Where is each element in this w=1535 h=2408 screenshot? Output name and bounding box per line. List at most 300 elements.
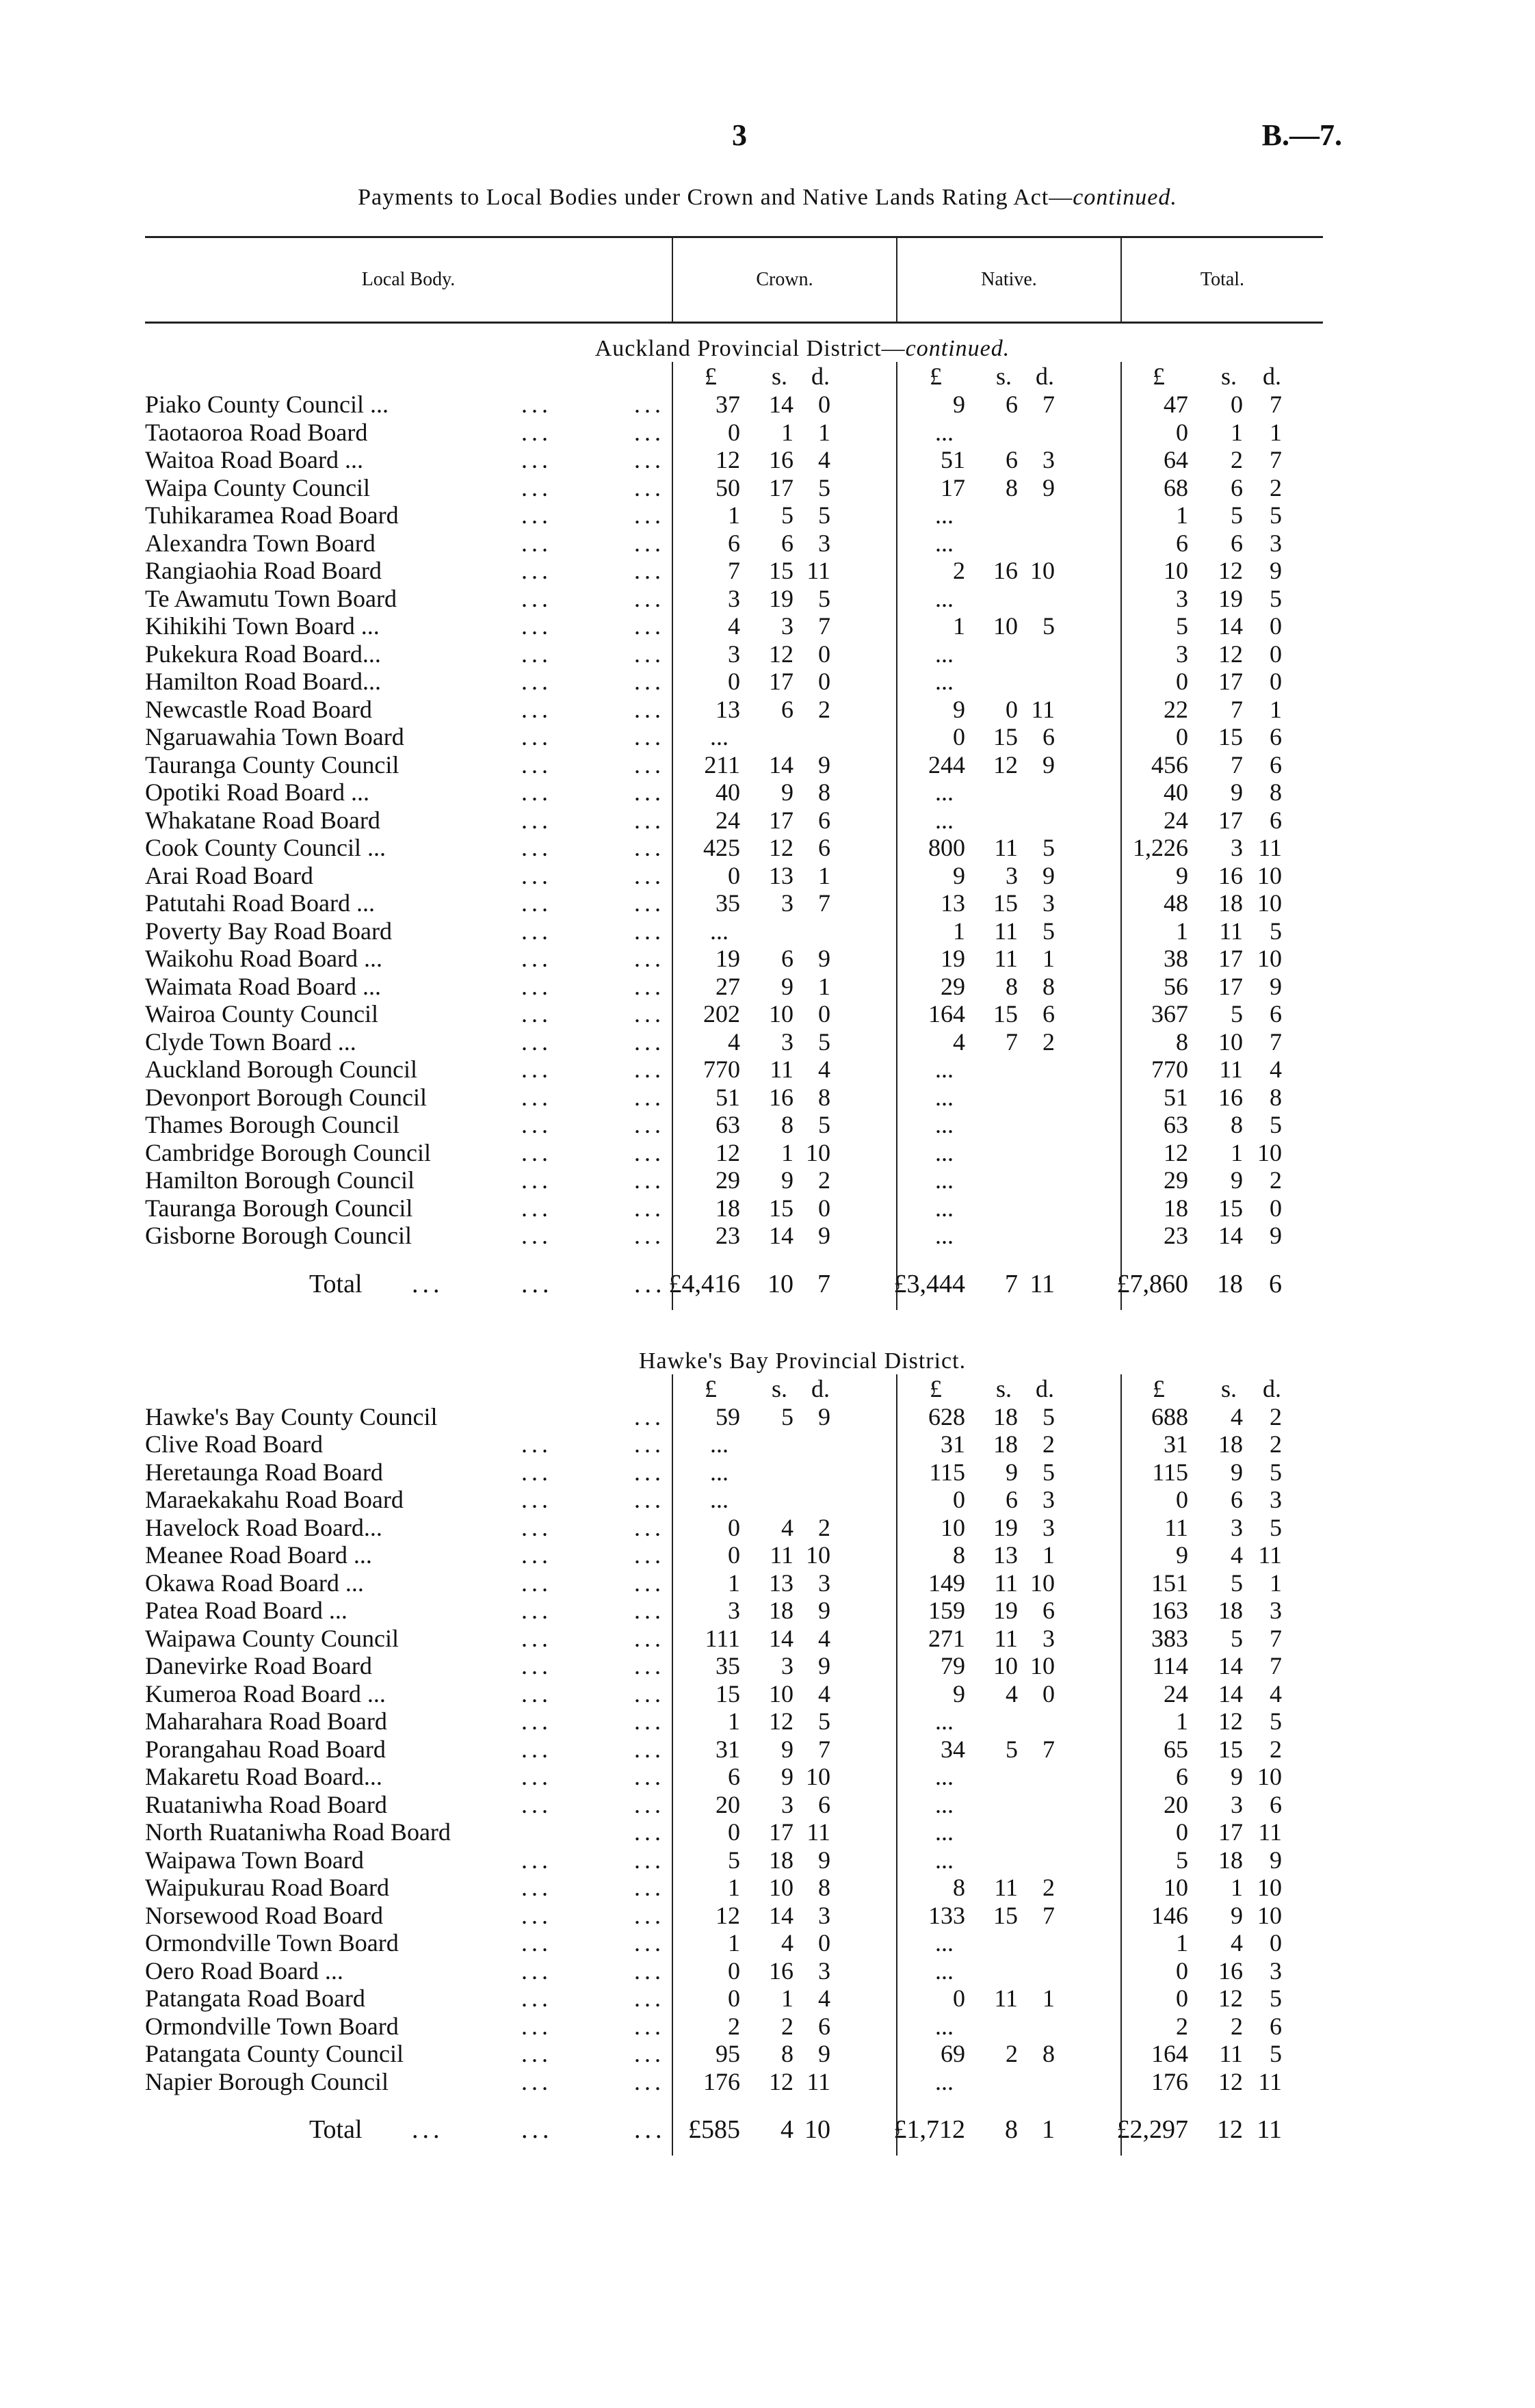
unit-pence: d. bbox=[811, 1374, 830, 1402]
value-total-shillings: 7 bbox=[1231, 695, 1243, 723]
value-native-pounds: ... bbox=[935, 1083, 954, 1111]
leader-dots: ... bbox=[521, 1597, 552, 1624]
value-native-pounds: 133 bbox=[928, 1901, 965, 1929]
units-row bbox=[145, 1374, 1323, 1403]
value-crown-pounds: 176 bbox=[703, 2067, 740, 2095]
leader-dots: ... bbox=[634, 723, 665, 750]
value-crown-shillings: 8 bbox=[781, 1111, 793, 1138]
units-row bbox=[145, 362, 1323, 391]
value-total-pounds: 47 bbox=[1164, 391, 1188, 418]
value-native-pence: 5 bbox=[1042, 1402, 1055, 1430]
value-crown-shillings: 14 bbox=[769, 1222, 793, 1249]
value-total-pounds: 9 bbox=[1176, 1541, 1188, 1569]
value-native-pounds: 0 bbox=[953, 723, 965, 750]
value-native-pence: 5 bbox=[1042, 834, 1055, 861]
value-native-pounds: 8 bbox=[953, 1541, 965, 1569]
total-crown-shillings: 10 bbox=[768, 1269, 793, 1298]
value-total-shillings: 16 bbox=[1218, 861, 1243, 889]
table-row bbox=[145, 1791, 1323, 1819]
leader-dots: ... bbox=[634, 1652, 665, 1679]
leader-dots: ... bbox=[634, 446, 665, 473]
value-total-pounds: 367 bbox=[1151, 1000, 1188, 1028]
value-total-pounds: 56 bbox=[1164, 972, 1188, 1000]
value-total-pounds: 65 bbox=[1164, 1735, 1188, 1763]
table-body bbox=[145, 324, 1323, 2156]
leader-dots: ... bbox=[634, 806, 665, 834]
leader-dots: ... bbox=[634, 418, 665, 446]
value-total-shillings: 8 bbox=[1231, 1111, 1243, 1138]
value-crown-pence: 2 bbox=[818, 1513, 830, 1541]
value-crown-shillings: 9 bbox=[781, 972, 793, 1000]
value-native-shillings: 9 bbox=[1006, 1458, 1018, 1486]
value-crown-pence: 9 bbox=[818, 1652, 830, 1679]
value-native-pounds: ... bbox=[935, 1222, 954, 1249]
leader-dots: ... bbox=[634, 1569, 665, 1597]
value-crown-pounds: 0 bbox=[728, 668, 740, 695]
value-total-pounds: 0 bbox=[1176, 668, 1188, 695]
value-total-pounds: 68 bbox=[1164, 473, 1188, 501]
value-crown-shillings: 14 bbox=[769, 1901, 793, 1929]
value-total-pence: 10 bbox=[1257, 945, 1282, 972]
local-body-name: Kumeroa Road Board ... bbox=[145, 1679, 386, 1707]
value-native-shillings: 15 bbox=[993, 723, 1018, 750]
leader-dots: ... bbox=[521, 391, 552, 418]
value-native-pence: 2 bbox=[1042, 1874, 1055, 1901]
unit-shilling: s. bbox=[772, 1374, 788, 1402]
value-crown-shillings: 17 bbox=[769, 668, 793, 695]
leader-dots: ... bbox=[521, 2115, 553, 2144]
total-total-shillings: 18 bbox=[1217, 1269, 1243, 1298]
value-total-shillings: 15 bbox=[1218, 723, 1243, 750]
value-total-pounds: 1 bbox=[1176, 1707, 1188, 1735]
local-body-name: Heretaunga Road Board bbox=[145, 1458, 383, 1486]
value-crown-shillings: 17 bbox=[769, 806, 793, 834]
leader-dots: ... bbox=[634, 778, 665, 806]
value-native-shillings: 3 bbox=[1006, 861, 1018, 889]
leader-dots: ... bbox=[634, 1735, 665, 1763]
table-row bbox=[145, 834, 1323, 862]
value-total-pounds: 115 bbox=[1152, 1458, 1188, 1486]
value-native-shillings: 4 bbox=[1006, 1679, 1018, 1707]
value-crown-pence: 8 bbox=[818, 778, 830, 806]
value-total-shillings: 3 bbox=[1231, 1790, 1243, 1818]
table-row bbox=[145, 1707, 1323, 1736]
value-crown-pounds: ... bbox=[710, 1486, 729, 1513]
table-row bbox=[145, 1985, 1323, 2013]
value-total-pounds: 10 bbox=[1164, 1874, 1188, 1901]
value-crown-pence: 6 bbox=[818, 834, 830, 861]
unit-pound: £ bbox=[1153, 363, 1165, 390]
table-row bbox=[145, 612, 1323, 640]
leader-dots: ... bbox=[412, 2115, 444, 2144]
table-row bbox=[145, 474, 1323, 502]
value-total-shillings: 4 bbox=[1231, 1402, 1243, 1430]
leader-dots: ... bbox=[521, 1430, 552, 1458]
value-total-pounds: 31 bbox=[1164, 1430, 1188, 1458]
value-crown-pounds: 24 bbox=[716, 806, 740, 834]
value-crown-shillings: 6 bbox=[781, 529, 793, 557]
value-crown-pence: 5 bbox=[818, 1028, 830, 1056]
value-total-pence: 7 bbox=[1270, 1652, 1282, 1679]
value-crown-pounds: 425 bbox=[703, 834, 740, 861]
value-crown-pounds: 59 bbox=[716, 1402, 740, 1430]
table-row bbox=[145, 1166, 1323, 1194]
leader-dots: ... bbox=[521, 1083, 552, 1111]
leader-dots: ... bbox=[521, 529, 552, 557]
table-row bbox=[145, 1222, 1323, 1250]
local-body-name: Waitoa Road Board ... bbox=[145, 446, 364, 473]
value-native-shillings: 16 bbox=[993, 557, 1018, 584]
local-body-name: Patea Road Board ... bbox=[145, 1597, 347, 1624]
value-crown-shillings: 14 bbox=[769, 750, 793, 778]
value-crown-shillings: 3 bbox=[781, 889, 793, 917]
leader-dots: ... bbox=[521, 612, 552, 640]
column-rule bbox=[1120, 1374, 1122, 2156]
value-total-pounds: 770 bbox=[1151, 1056, 1188, 1083]
table-row bbox=[145, 917, 1323, 945]
leader-dots: ... bbox=[521, 750, 552, 778]
table-row bbox=[145, 1929, 1323, 1957]
value-native-pounds: ... bbox=[935, 501, 954, 529]
total-crown-pence: 7 bbox=[817, 1269, 830, 1298]
value-total-pounds: 18 bbox=[1164, 1194, 1188, 1222]
unit-shilling: s. bbox=[1221, 1374, 1237, 1402]
leader-dots: ... bbox=[521, 834, 552, 861]
unit-pence: d. bbox=[1036, 1374, 1054, 1402]
value-total-shillings: 12 bbox=[1218, 1985, 1243, 2012]
value-crown-shillings: 17 bbox=[769, 473, 793, 501]
value-total-shillings: 15 bbox=[1218, 1735, 1243, 1763]
value-crown-shillings: 6 bbox=[781, 695, 793, 723]
table-row bbox=[145, 862, 1323, 890]
table-row bbox=[145, 807, 1323, 835]
local-body-name: Auckland Borough Council bbox=[145, 1056, 417, 1083]
value-crown-pence: 0 bbox=[818, 1194, 830, 1222]
value-native-pounds: ... bbox=[935, 418, 954, 446]
value-native-pounds: 4 bbox=[953, 1028, 965, 1056]
value-native-shillings: 6 bbox=[1006, 1486, 1018, 1513]
value-total-shillings: 7 bbox=[1231, 750, 1243, 778]
local-body-name: Hamilton Borough Council bbox=[145, 1166, 415, 1194]
value-native-pence: 9 bbox=[1042, 861, 1055, 889]
value-crown-pence: 0 bbox=[818, 1000, 830, 1028]
value-total-pounds: 5 bbox=[1176, 612, 1188, 640]
leader-dots: ... bbox=[521, 501, 552, 529]
value-native-shillings: 13 bbox=[993, 1541, 1018, 1569]
value-total-shillings: 14 bbox=[1218, 1679, 1243, 1707]
local-body-name: Cambridge Borough Council bbox=[145, 1138, 431, 1166]
value-total-pounds: 3 bbox=[1176, 584, 1188, 612]
leader-dots: ... bbox=[521, 1513, 552, 1541]
table-row bbox=[145, 751, 1323, 779]
leader-dots: ... bbox=[521, 1056, 552, 1083]
value-total-pence: 5 bbox=[1270, 1513, 1282, 1541]
leader-dots: ... bbox=[634, 1846, 665, 1874]
value-total-pence: 11 bbox=[1258, 1541, 1282, 1569]
value-native-pence: 0 bbox=[1042, 1679, 1055, 1707]
value-total-pence: 7 bbox=[1270, 1028, 1282, 1056]
unit-shilling: s. bbox=[996, 363, 1012, 390]
value-native-pounds: 0 bbox=[953, 1985, 965, 2012]
total-row bbox=[145, 2104, 1323, 2156]
leader-dots: ... bbox=[634, 1138, 665, 1166]
value-native-pence: 7 bbox=[1042, 1901, 1055, 1929]
leader-dots: ... bbox=[634, 1818, 665, 1846]
local-body-name: Clyde Town Board ... bbox=[145, 1028, 356, 1056]
table-row bbox=[145, 1111, 1323, 1139]
unit-pence: d. bbox=[1263, 363, 1281, 390]
total-label: Total bbox=[309, 1269, 363, 1298]
value-native-shillings: 8 bbox=[1006, 473, 1018, 501]
total-native-pounds: £3,444 bbox=[893, 1269, 965, 1298]
value-crown-pence: 5 bbox=[818, 584, 830, 612]
value-native-pounds: 10 bbox=[941, 1513, 965, 1541]
value-crown-shillings: 18 bbox=[769, 1846, 793, 1874]
value-total-pence: 3 bbox=[1270, 529, 1282, 557]
value-total-shillings: 14 bbox=[1218, 1222, 1243, 1249]
value-total-pence: 1 bbox=[1270, 1569, 1282, 1597]
table-row bbox=[145, 778, 1323, 807]
value-native-pence: 2 bbox=[1042, 1430, 1055, 1458]
column-rule bbox=[672, 1374, 673, 2156]
total-native-shillings: 8 bbox=[1005, 2115, 1018, 2144]
value-native-shillings: 11 bbox=[994, 1985, 1018, 2012]
value-crown-pounds: 29 bbox=[716, 1166, 740, 1194]
value-crown-pounds: 4 bbox=[728, 612, 740, 640]
unit-pound: £ bbox=[1153, 1374, 1165, 1402]
value-total-shillings: 17 bbox=[1218, 1818, 1243, 1846]
leader-dots: ... bbox=[521, 972, 552, 1000]
table-row bbox=[145, 1486, 1323, 1514]
value-crown-pounds: 0 bbox=[728, 861, 740, 889]
value-crown-pounds: 20 bbox=[716, 1790, 740, 1818]
value-native-pence: 9 bbox=[1042, 473, 1055, 501]
value-total-shillings: 16 bbox=[1218, 1956, 1243, 1985]
value-crown-shillings: 10 bbox=[769, 1874, 793, 1901]
section-title-main: Hawke's Bay Provincial District. bbox=[638, 1348, 967, 1374]
value-crown-pounds: 0 bbox=[728, 418, 740, 446]
value-total-pounds: 176 bbox=[1151, 2067, 1188, 2095]
local-body-name: Napier Borough Council bbox=[145, 2067, 389, 2095]
value-crown-pence: 1 bbox=[818, 972, 830, 1000]
value-crown-shillings: 9 bbox=[781, 1166, 793, 1194]
local-body-name: Patangata Road Board bbox=[145, 1985, 365, 2012]
value-crown-pence: 1 bbox=[818, 418, 830, 446]
value-crown-pounds: 1 bbox=[728, 1569, 740, 1597]
value-crown-pence: 3 bbox=[818, 1901, 830, 1929]
table-row bbox=[145, 1652, 1323, 1680]
value-native-shillings: 19 bbox=[993, 1597, 1018, 1624]
value-native-pounds: 0 bbox=[953, 1486, 965, 1513]
value-total-pounds: 8 bbox=[1176, 1028, 1188, 1056]
value-crown-pence: 8 bbox=[818, 1083, 830, 1111]
table-row bbox=[145, 529, 1323, 558]
value-crown-pounds: 1 bbox=[728, 501, 740, 529]
leader-dots: ... bbox=[521, 1652, 552, 1679]
value-crown-pounds: 51 bbox=[716, 1083, 740, 1111]
leader-dots: ... bbox=[521, 1735, 552, 1763]
value-native-shillings: 19 bbox=[993, 1513, 1018, 1541]
leader-dots: ... bbox=[521, 1956, 552, 1985]
value-total-shillings: 17 bbox=[1218, 972, 1243, 1000]
value-total-pounds: 22 bbox=[1164, 695, 1188, 723]
value-native-pounds: 9 bbox=[953, 1679, 965, 1707]
value-total-shillings: 5 bbox=[1231, 1624, 1243, 1652]
value-total-shillings: 14 bbox=[1218, 612, 1243, 640]
local-body-name: Porangahau Road Board bbox=[145, 1735, 386, 1763]
value-crown-shillings: 3 bbox=[781, 1652, 793, 1679]
local-body-name: Piako County Council ... bbox=[145, 391, 389, 418]
value-native-pence: 3 bbox=[1042, 1624, 1055, 1652]
total-native-pence: 1 bbox=[1042, 2115, 1055, 2144]
value-crown-pounds: 0 bbox=[728, 1541, 740, 1569]
value-native-shillings: 11 bbox=[994, 1874, 1018, 1901]
value-native-pounds: ... bbox=[935, 806, 954, 834]
column-rule bbox=[1120, 362, 1122, 1310]
table-row bbox=[145, 1514, 1323, 1542]
table-row bbox=[145, 1541, 1323, 1569]
local-body-name: Havelock Road Board... bbox=[145, 1513, 382, 1541]
value-native-pence: 1 bbox=[1042, 1985, 1055, 2012]
leader-dots: ... bbox=[634, 1028, 665, 1056]
local-body-name: Ormondville Town Board bbox=[145, 1929, 399, 1956]
value-native-shillings: 7 bbox=[1006, 1028, 1018, 1056]
value-native-pounds: 79 bbox=[941, 1652, 965, 1679]
value-total-shillings: 18 bbox=[1218, 1597, 1243, 1624]
value-native-pounds: 17 bbox=[941, 473, 965, 501]
leader-dots: ... bbox=[521, 1000, 552, 1028]
value-total-pounds: 29 bbox=[1164, 1166, 1188, 1194]
value-crown-pounds: 35 bbox=[716, 889, 740, 917]
local-body-name: Te Awamutu Town Board bbox=[145, 584, 397, 612]
table-row bbox=[145, 889, 1323, 917]
value-total-shillings: 0 bbox=[1231, 391, 1243, 418]
value-crown-pence: 9 bbox=[818, 2040, 830, 2067]
value-crown-pence: 6 bbox=[818, 2012, 830, 2040]
value-native-pounds: 31 bbox=[941, 1430, 965, 1458]
value-native-shillings: 11 bbox=[994, 945, 1018, 972]
value-total-pence: 11 bbox=[1258, 2067, 1282, 2095]
value-total-pence: 6 bbox=[1270, 1790, 1282, 1818]
value-crown-shillings: 8 bbox=[781, 2040, 793, 2067]
table-row bbox=[145, 1846, 1323, 1874]
value-crown-pounds: 50 bbox=[716, 473, 740, 501]
value-crown-pence: 5 bbox=[818, 1707, 830, 1735]
value-total-pence: 4 bbox=[1270, 1679, 1282, 1707]
value-total-pounds: 6 bbox=[1176, 529, 1188, 557]
value-total-shillings: 12 bbox=[1218, 557, 1243, 584]
leader-dots: ... bbox=[521, 2067, 552, 2095]
value-total-pounds: 1 bbox=[1176, 917, 1188, 945]
value-total-pounds: 24 bbox=[1164, 1679, 1188, 1707]
value-native-pence: 3 bbox=[1042, 446, 1055, 473]
leader-dots: ... bbox=[521, 1569, 552, 1597]
value-total-shillings: 14 bbox=[1218, 1652, 1243, 1679]
value-total-pence: 1 bbox=[1270, 418, 1282, 446]
value-native-pounds: ... bbox=[935, 529, 954, 557]
value-total-pounds: 40 bbox=[1164, 778, 1188, 806]
table-row bbox=[145, 640, 1323, 668]
value-native-pounds: 19 bbox=[941, 945, 965, 972]
leader-dots: ... bbox=[634, 1513, 665, 1541]
local-body-name: Opotiki Road Board ... bbox=[145, 778, 369, 806]
value-native-pence: 2 bbox=[1042, 1028, 1055, 1056]
value-total-pence: 10 bbox=[1257, 889, 1282, 917]
value-crown-pounds: 5 bbox=[728, 1846, 740, 1874]
table-row bbox=[145, 1430, 1323, 1458]
leader-dots: ... bbox=[634, 861, 665, 889]
leader-dots: ... bbox=[521, 1138, 552, 1166]
value-total-pence: 2 bbox=[1270, 1735, 1282, 1763]
value-crown-pounds: 63 bbox=[716, 1111, 740, 1138]
value-total-shillings: 4 bbox=[1231, 1929, 1243, 1956]
value-total-pence: 7 bbox=[1270, 446, 1282, 473]
unit-shilling: s. bbox=[996, 1374, 1012, 1402]
value-crown-pence: 4 bbox=[818, 1985, 830, 2012]
value-crown-shillings: 9 bbox=[781, 1735, 793, 1763]
table-row bbox=[145, 723, 1323, 751]
value-native-shillings: 11 bbox=[994, 917, 1018, 945]
value-total-shillings: 1 bbox=[1231, 418, 1243, 446]
leader-dots: ... bbox=[521, 473, 552, 501]
value-total-pounds: 456 bbox=[1151, 750, 1188, 778]
value-crown-pence: 7 bbox=[818, 1735, 830, 1763]
value-crown-shillings: 6 bbox=[781, 945, 793, 972]
table-row bbox=[145, 1458, 1323, 1487]
unit-pound: £ bbox=[705, 1374, 717, 1402]
leader-dots: ... bbox=[634, 612, 665, 640]
local-body-name: Kihikihi Town Board ... bbox=[145, 612, 380, 640]
table-row bbox=[145, 1084, 1323, 1112]
value-crown-shillings: 4 bbox=[781, 1929, 793, 1956]
value-native-shillings: 10 bbox=[993, 1652, 1018, 1679]
header-total: Total. bbox=[1200, 269, 1245, 290]
value-total-pence: 5 bbox=[1270, 917, 1282, 945]
value-total-pounds: 51 bbox=[1164, 1083, 1188, 1111]
value-total-pence: 2 bbox=[1270, 1166, 1282, 1194]
value-total-pence: 5 bbox=[1270, 1111, 1282, 1138]
value-crown-pence: 0 bbox=[818, 1929, 830, 1956]
value-total-pence: 9 bbox=[1270, 972, 1282, 1000]
value-total-pence: 5 bbox=[1270, 1707, 1282, 1735]
value-native-pence: 10 bbox=[1030, 557, 1055, 584]
value-crown-pence: 11 bbox=[806, 1818, 830, 1846]
value-total-shillings: 3 bbox=[1231, 1513, 1243, 1541]
value-native-pounds: 34 bbox=[941, 1735, 965, 1763]
value-crown-pence: 10 bbox=[806, 1138, 830, 1166]
value-native-pence: 11 bbox=[1031, 695, 1055, 723]
table-row bbox=[145, 1597, 1323, 1625]
value-native-pounds: ... bbox=[935, 1846, 954, 1874]
column-rule bbox=[896, 1374, 897, 2156]
value-crown-pounds: 12 bbox=[716, 1138, 740, 1166]
value-total-pence: 8 bbox=[1270, 1083, 1282, 1111]
value-native-shillings: 5 bbox=[1006, 1735, 1018, 1763]
value-crown-pence: 9 bbox=[818, 1402, 830, 1430]
total-native-pence: 11 bbox=[1029, 1269, 1055, 1298]
local-body-name: Tauranga Borough Council bbox=[145, 1194, 413, 1222]
leader-dots: ... bbox=[634, 2040, 665, 2067]
value-native-shillings: 0 bbox=[1006, 695, 1018, 723]
value-crown-shillings: 12 bbox=[769, 1707, 793, 1735]
leader-dots: ... bbox=[521, 723, 552, 750]
value-crown-shillings: 12 bbox=[769, 640, 793, 668]
value-total-pence: 5 bbox=[1270, 584, 1282, 612]
value-crown-pence: 1 bbox=[818, 861, 830, 889]
total-crown-pence: 10 bbox=[804, 2115, 830, 2144]
value-total-pounds: 1 bbox=[1176, 501, 1188, 529]
table-row bbox=[145, 696, 1323, 724]
